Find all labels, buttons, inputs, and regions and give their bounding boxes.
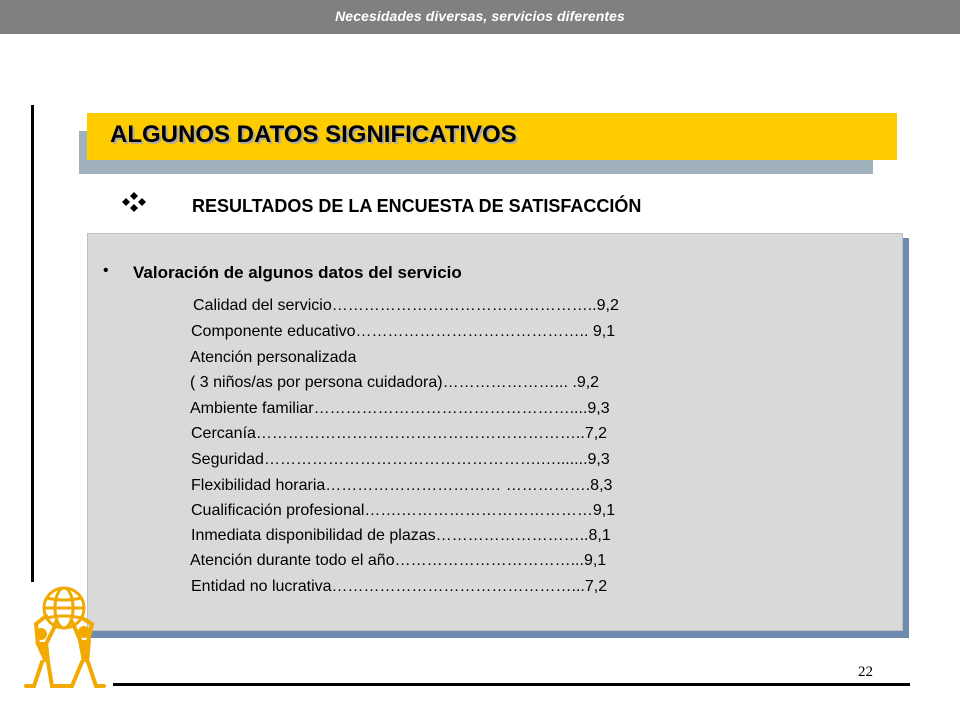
four-diamond-bullet-icon	[121, 192, 147, 212]
rating-line: Cercanía……………………………………………………..7,2	[191, 425, 608, 442]
rating-line: Flexibilidad horaria…………………………… …………….8,3	[191, 477, 613, 494]
bottom-rule	[113, 683, 910, 686]
rating-line: Entidad no lucrativa………………………………………...7,2	[191, 578, 608, 595]
section-subtitle: RESULTADOS DE LA ENCUESTA DE SATISFACCIÓN	[192, 196, 642, 216]
rating-line: ( 3 niños/as por persona cuidadora)…………………... .9,2	[190, 374, 600, 391]
rating-line: Atención personalizada	[190, 349, 357, 366]
rating-line: Cualificación profesional…….………………………………9,1	[191, 502, 616, 519]
banner-text: Necesidades diversas, servicios diferentes	[335, 8, 625, 24]
rating-line: Calidad del servicio…………………………………………..9,2	[193, 297, 619, 314]
rating-line: Componente educativo…………………………………….. 9,1	[191, 323, 616, 340]
left-vertical-rule	[31, 105, 34, 582]
section-heading: Valoración de algunos datos del servicio	[133, 263, 462, 282]
rating-line: Inmediata disponibilidad de plazas………………………..8,1	[191, 527, 611, 544]
page-number: 22	[858, 664, 873, 680]
figures-holding-globe-icon	[22, 582, 106, 690]
rating-line: Seguridad…………………………………………….….......9,3	[191, 451, 610, 468]
bullet-dot-icon: •	[103, 262, 109, 279]
top-banner	[0, 0, 960, 34]
slide-title: ALGUNOS DATOS SIGNIFICATIVOS	[110, 121, 517, 148]
rating-line: Ambiente familiar…………………………………………....9,3	[190, 400, 610, 417]
rating-line: Atención durante todo el año……………………………...9,1	[190, 552, 607, 569]
